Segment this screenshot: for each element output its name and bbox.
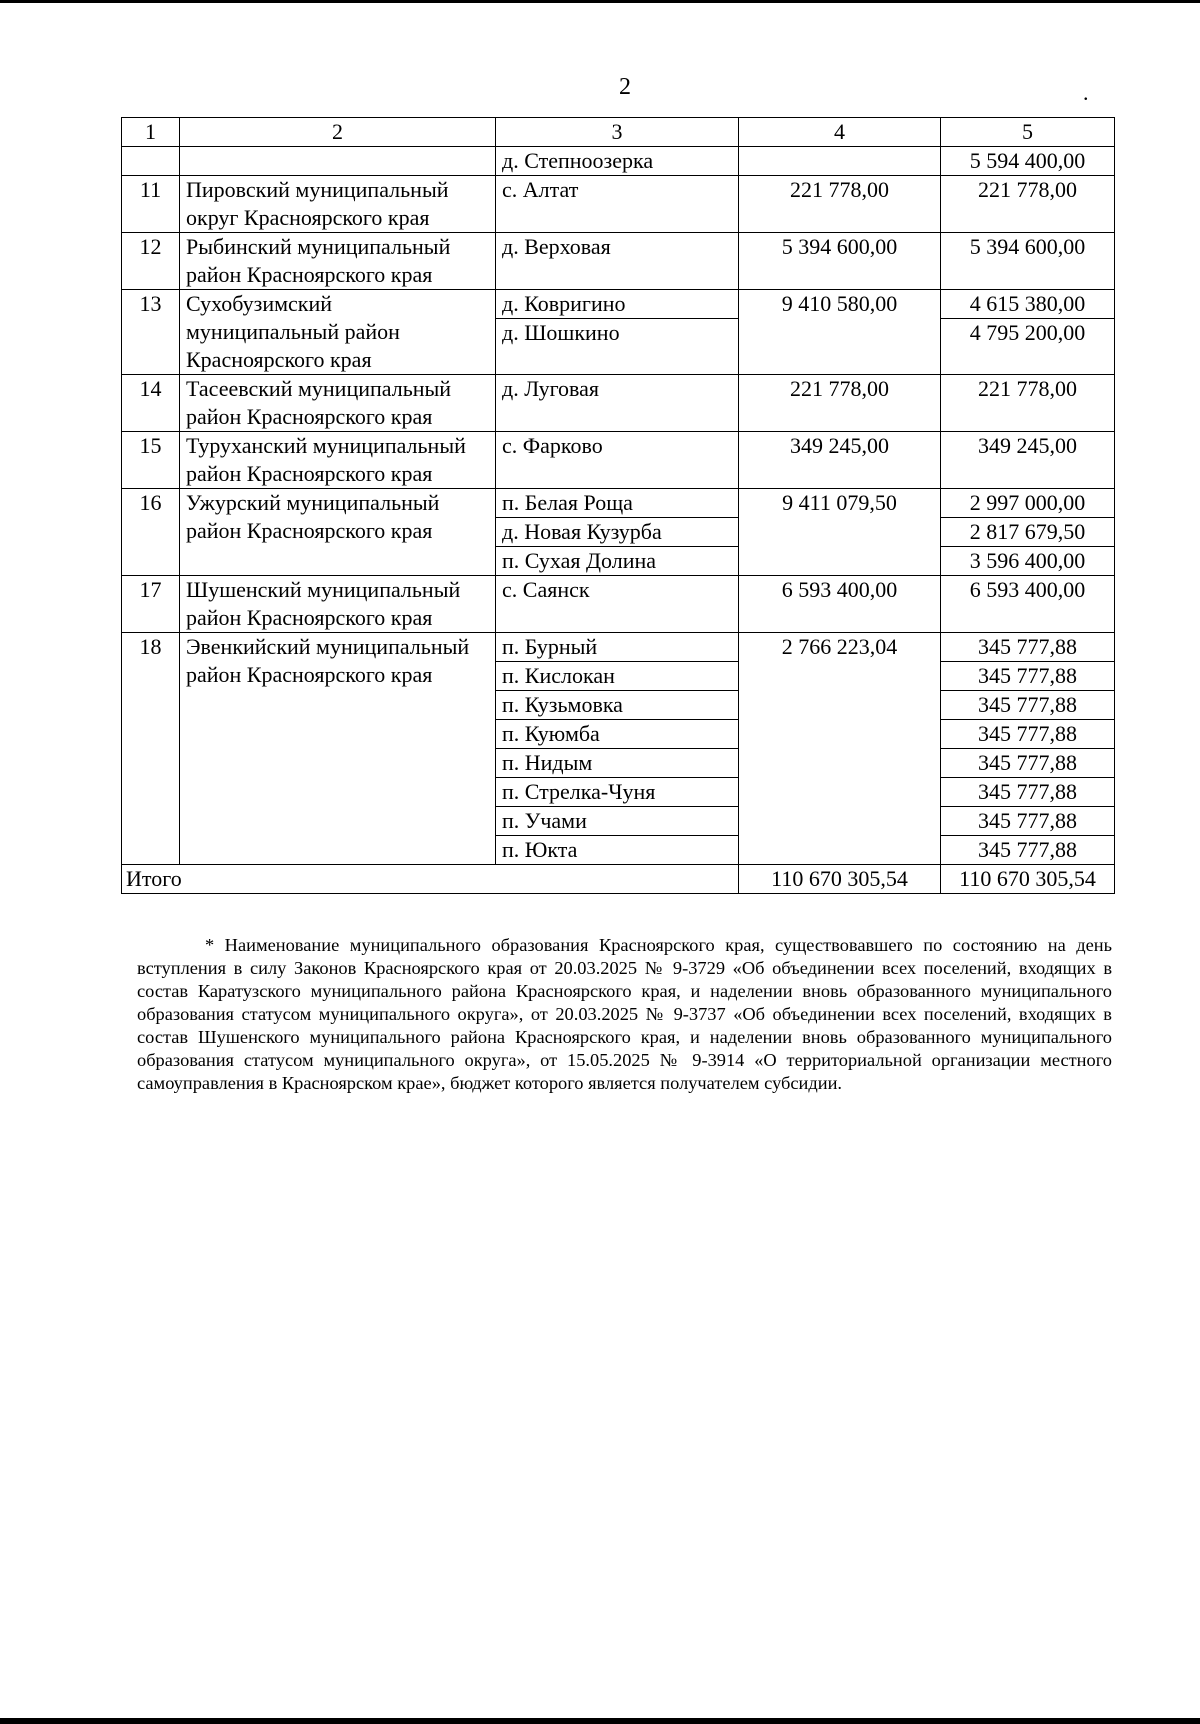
locality-cell: д. Степноозерка bbox=[496, 147, 739, 176]
district-total: 9 410 580,00 bbox=[739, 290, 941, 375]
amount-cell: 5 594 400,00 bbox=[941, 147, 1115, 176]
locality-name: п. Бурный bbox=[496, 633, 739, 662]
table-row bbox=[122, 176, 1115, 233]
locality-amount: 345 777,88 bbox=[941, 807, 1115, 836]
header-cell: 2 bbox=[180, 118, 496, 147]
locality-amount: 345 777,88 bbox=[941, 691, 1115, 720]
row-number: 12 bbox=[122, 233, 180, 290]
locality-amount: 4 615 380,00 bbox=[941, 290, 1115, 319]
locality-name: п. Белая Роща bbox=[496, 489, 739, 518]
corner-mark: . bbox=[1083, 80, 1089, 105]
district-name: Эвенкийский муниципальный район Красноярского края bbox=[180, 633, 496, 865]
table-row bbox=[122, 576, 1115, 633]
locality-name: д. Ковригино bbox=[496, 290, 739, 319]
header-cell: 5 bbox=[941, 118, 1115, 147]
locality-amount: 5 394 600,00 bbox=[941, 233, 1115, 290]
total-label: Итого bbox=[122, 865, 739, 894]
table-row bbox=[122, 375, 1115, 432]
total-col4: 110 670 305,54 bbox=[739, 865, 941, 894]
name-cell bbox=[180, 147, 496, 176]
district-total: 221 778,00 bbox=[739, 176, 941, 233]
district-name: Сухобузимский муниципальный район Красноярского края bbox=[180, 290, 496, 375]
locality-amount: 349 245,00 bbox=[941, 432, 1115, 489]
locality-name: п. Кислокан bbox=[496, 662, 739, 691]
locality-amount: 221 778,00 bbox=[941, 176, 1115, 233]
locality-name: с. Фарково bbox=[496, 432, 739, 489]
total-col5: 110 670 305,54 bbox=[941, 865, 1115, 894]
table-row bbox=[122, 489, 1115, 518]
header-row bbox=[122, 118, 1115, 147]
row-number: 18 bbox=[122, 633, 180, 865]
header-cell: 3 bbox=[496, 118, 739, 147]
locality-name: д. Шошкино bbox=[496, 319, 739, 375]
row-number: 15 bbox=[122, 432, 180, 489]
scan-border-bottom bbox=[0, 1718, 1200, 1724]
locality-amount: 345 777,88 bbox=[941, 633, 1115, 662]
district-name: Ужурский муниципальный район Красноярского края bbox=[180, 489, 496, 576]
locality-amount: 6 593 400,00 bbox=[941, 576, 1115, 633]
locality-name: п. Кузьмовка bbox=[496, 691, 739, 720]
district-total: 221 778,00 bbox=[739, 375, 941, 432]
district-total: 2 766 223,04 bbox=[739, 633, 941, 865]
row-number: 17 bbox=[122, 576, 180, 633]
row-number: 13 bbox=[122, 290, 180, 375]
locality-name: п. Юкта bbox=[496, 836, 739, 865]
scan-border-top bbox=[0, 0, 1200, 3]
footnote: * Наименование муниципального образования Красноярского края, существовавшего по состоянию на день вступления в силу Законов Красноярского края от 20.03.2025 № 9-3729 «Об объединении всех поселений, входящих в состав Каратузского муниципального района Красноярского края, и наделении вновь образованного муниципального образования статусом муниципального округа», от 20.03.2025 № 9-3737 «Об объединении всех поселений, входящих в состав Шушенского муниципального района Красноярского края, и наделении вновь образованного муниципального образования статусом муниципального округа», от 15.05.2025 № 9-3914 «О территориальной организации местного самоуправления в Красноярском крае», бюджет которого является получателем субсидии. bbox=[137, 935, 1112, 1093]
locality-amount: 345 777,88 bbox=[941, 662, 1115, 691]
locality-name: п. Куюмба bbox=[496, 720, 739, 749]
continuation-row bbox=[122, 147, 1115, 176]
locality-name: с. Саянск bbox=[496, 576, 739, 633]
locality-amount: 2 817 679,50 bbox=[941, 518, 1115, 547]
subsidy-table bbox=[121, 117, 1115, 894]
locality-amount: 345 777,88 bbox=[941, 720, 1115, 749]
total-cell bbox=[739, 147, 941, 176]
district-name: Пировский муниципальный округ Красноярского края bbox=[180, 176, 496, 233]
district-total: 9 411 079,50 bbox=[739, 489, 941, 576]
locality-name: с. Алтат bbox=[496, 176, 739, 233]
row-number: 14 bbox=[122, 375, 180, 432]
locality-amount: 345 777,88 bbox=[941, 836, 1115, 865]
locality-name: п. Учами bbox=[496, 807, 739, 836]
district-total: 6 593 400,00 bbox=[739, 576, 941, 633]
page-number: 2 bbox=[619, 74, 631, 100]
header-cell: 4 bbox=[739, 118, 941, 147]
locality-amount: 345 777,88 bbox=[941, 749, 1115, 778]
locality-name: п. Нидым bbox=[496, 749, 739, 778]
table-row bbox=[122, 233, 1115, 290]
row-number: 11 bbox=[122, 176, 180, 233]
locality-name: д. Новая Кузурба bbox=[496, 518, 739, 547]
header-cell: 1 bbox=[122, 118, 180, 147]
locality-amount: 4 795 200,00 bbox=[941, 319, 1115, 375]
district-name: Рыбинский муниципальный район Красноярского края bbox=[180, 233, 496, 290]
locality-amount: 221 778,00 bbox=[941, 375, 1115, 432]
row-number: 16 bbox=[122, 489, 180, 576]
district-name: Тасеевский муниципальный район Красноярского края bbox=[180, 375, 496, 432]
locality-amount: 2 997 000,00 bbox=[941, 489, 1115, 518]
locality-amount: 3 596 400,00 bbox=[941, 547, 1115, 576]
locality-name: п. Стрелка-Чуня bbox=[496, 778, 739, 807]
district-total: 5 394 600,00 bbox=[739, 233, 941, 290]
subsidy-table-body bbox=[122, 118, 1115, 894]
district-total: 349 245,00 bbox=[739, 432, 941, 489]
locality-name: д. Луговая bbox=[496, 375, 739, 432]
table-row bbox=[122, 432, 1115, 489]
locality-name: п. Сухая Долина bbox=[496, 547, 739, 576]
num-cell bbox=[122, 147, 180, 176]
locality-amount: 345 777,88 bbox=[941, 778, 1115, 807]
district-name: Шушенский муниципальный район Красноярского края bbox=[180, 576, 496, 633]
total-row bbox=[122, 865, 1115, 894]
table-row bbox=[122, 290, 1115, 319]
locality-name: д. Верховая bbox=[496, 233, 739, 290]
district-name: Туруханский муниципальный район Красноярского края bbox=[180, 432, 496, 489]
table-row bbox=[122, 633, 1115, 662]
